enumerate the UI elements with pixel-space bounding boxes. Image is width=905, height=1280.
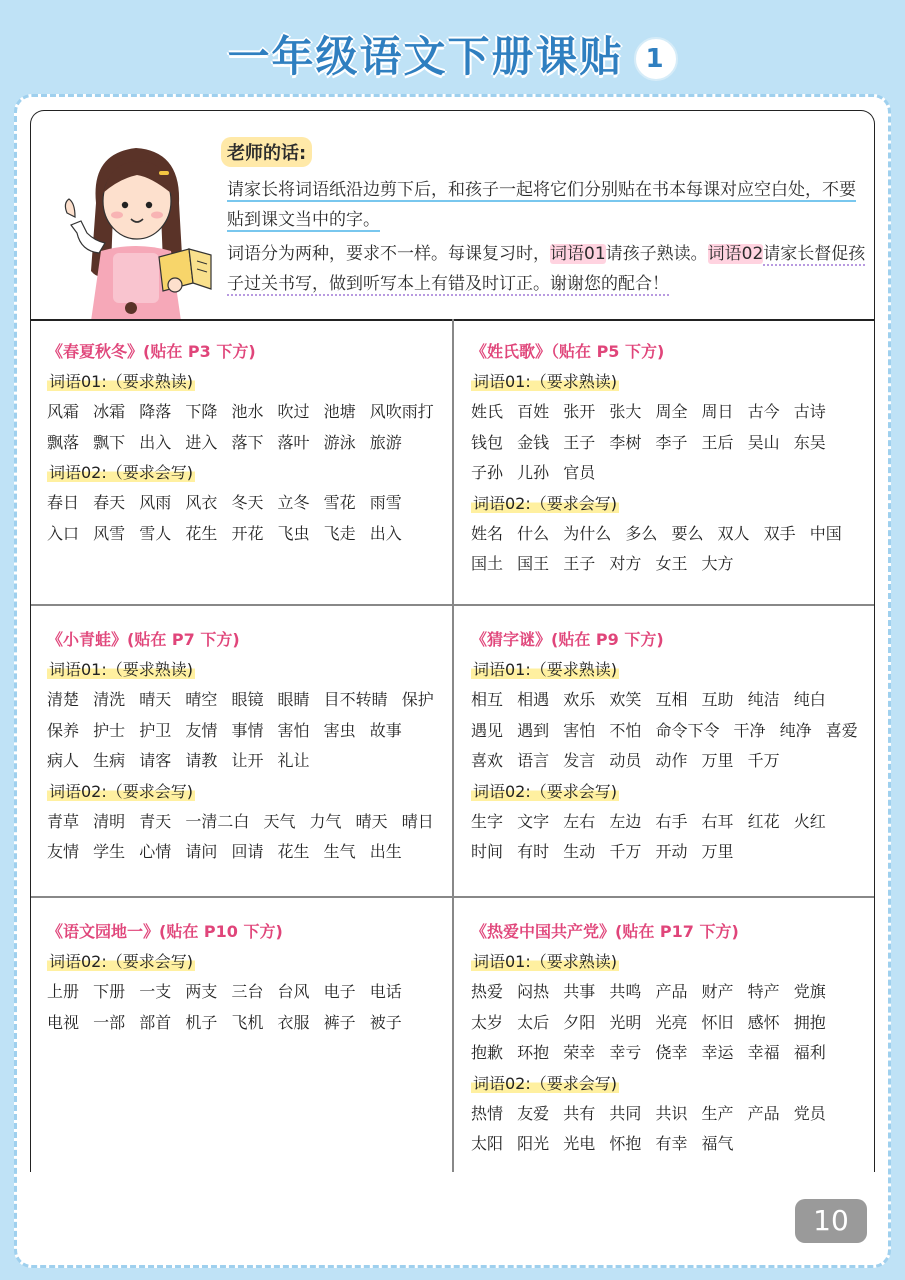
word-item: 时间 (471, 842, 504, 861)
group-label-text: 词语01:（要求熟读) (473, 952, 617, 971)
teacher-note-text-2a: 词语分为两种，要求不一样。每课复习时， (227, 244, 550, 264)
word-item: 飘下 (93, 432, 126, 452)
word-item: 左右 (563, 811, 596, 831)
word-item: 姓氏 (471, 402, 504, 421)
word-item: 千万 (747, 751, 780, 770)
word-item: 遇见 (471, 720, 504, 740)
word-item: 青天 (139, 811, 172, 831)
word-item: 礼让 (277, 751, 310, 770)
word-item: 出生 (369, 842, 402, 861)
word-item: 裤子 (323, 1012, 356, 1032)
word-item: 百姓 (517, 402, 550, 421)
words-02-list (471, 1099, 866, 1160)
word-item: 干净 (733, 720, 766, 740)
lesson-title: 《语文园地一》(贴在 P10 下方) (47, 922, 283, 941)
words-02-label (47, 777, 442, 807)
word-item: 王子 (563, 554, 596, 573)
word-item: 保养 (47, 720, 80, 740)
word-item: 电视 (47, 1012, 80, 1032)
word-item: 清明 (93, 811, 126, 831)
word-item: 不怕 (609, 720, 642, 740)
word-item: 怀旧 (701, 1012, 734, 1032)
word-item: 飞机 (231, 1012, 264, 1032)
lesson-title: 《小青蛙》(贴在 P7 下方) (47, 630, 240, 649)
word-item: 池水 (231, 402, 264, 421)
group-label-text: 词语02:（要求会写) (49, 952, 193, 971)
word-item: 李子 (655, 432, 688, 452)
word-item: 故事 (369, 720, 402, 740)
teacher-note-label: 老师的话: (221, 137, 312, 167)
word-item: 保护 (401, 690, 434, 709)
word-item: 金钱 (517, 432, 550, 452)
word-item: 欢笑 (609, 690, 642, 709)
word-item: 夕阳 (563, 1012, 596, 1032)
word-item: 眼镜 (231, 690, 264, 709)
word-item: 生病 (93, 751, 126, 770)
word-item: 互助 (701, 690, 734, 709)
word-item: 吹过 (277, 402, 310, 421)
word-item: 部首 (139, 1012, 172, 1032)
words-02-label (471, 777, 866, 807)
word-item: 光亮 (655, 1012, 688, 1032)
word-item: 开花 (231, 523, 264, 543)
word-item: 春天 (93, 493, 126, 512)
word-item: 下册 (93, 982, 126, 1001)
word-item: 让开 (231, 751, 264, 770)
word-item: 回请 (231, 842, 264, 861)
word-item: 欢乐 (563, 690, 596, 709)
word-item: 友情 (185, 720, 218, 740)
word-item: 发言 (563, 751, 596, 770)
word-item: 生动 (563, 842, 596, 861)
highlight-words-02: 词语02 (707, 244, 764, 264)
worksheet-card (30, 110, 875, 1172)
word-item: 古诗 (793, 402, 826, 421)
word-item: 雪花 (323, 493, 356, 512)
word-item: 红花 (747, 811, 780, 831)
page-title (0, 24, 905, 84)
word-item: 一清二白 (185, 811, 250, 831)
word-item: 飞走 (323, 523, 356, 543)
words-02-list (47, 977, 442, 1038)
word-item: 钱包 (471, 432, 504, 452)
teacher-note-paragraph-2 (227, 239, 867, 299)
word-item: 心情 (139, 842, 172, 861)
word-item: 国土 (471, 554, 504, 573)
word-item: 感怀 (747, 1012, 780, 1032)
page-number: 10 (795, 1199, 867, 1243)
words-01-list (471, 685, 866, 777)
group-label-text: 词语02:（要求会写) (49, 463, 193, 482)
word-item: 游泳 (323, 432, 356, 452)
words-01-label (47, 655, 442, 685)
word-item: 多么 (625, 523, 658, 543)
words-02-label (471, 489, 866, 519)
word-item: 国王 (517, 554, 550, 573)
word-item: 火红 (793, 811, 826, 831)
word-item: 生字 (471, 811, 504, 831)
lesson-cell (471, 625, 866, 868)
word-item: 冰霜 (93, 402, 126, 421)
word-item: 晴天 (139, 690, 172, 709)
words-02-label (47, 947, 442, 977)
word-item: 被子 (369, 1012, 402, 1032)
word-item: 进入 (185, 432, 218, 452)
words-01-label (471, 367, 866, 397)
word-item: 古今 (747, 402, 780, 421)
word-item: 清洗 (93, 690, 126, 709)
word-item: 风衣 (185, 493, 218, 512)
word-item: 太后 (517, 1012, 550, 1032)
words-02-list (47, 488, 442, 549)
words-01-label (471, 947, 866, 977)
word-item: 风雪 (93, 523, 126, 543)
word-item: 风霜 (47, 402, 80, 421)
word-item: 产品 (655, 982, 688, 1001)
word-item: 清楚 (47, 690, 80, 709)
word-item: 共鸣 (609, 982, 642, 1001)
word-item: 荣幸 (563, 1043, 596, 1062)
grid-vertical-line (452, 319, 454, 1172)
word-item: 开动 (655, 842, 688, 861)
word-item: 东吴 (793, 432, 826, 452)
word-item: 喜欢 (471, 751, 504, 770)
word-item: 生气 (323, 842, 356, 861)
word-item: 产品 (747, 1103, 780, 1123)
word-item: 事情 (231, 720, 264, 740)
words-01-label (47, 367, 442, 397)
words-01-list (47, 397, 442, 458)
word-item: 一支 (139, 982, 172, 1001)
word-item: 女王 (655, 554, 688, 573)
girl-with-book-illustration (51, 133, 221, 321)
word-item: 要么 (671, 523, 704, 543)
word-item: 光电 (563, 1134, 596, 1153)
word-item: 池塘 (323, 402, 356, 421)
word-item: 请客 (139, 751, 172, 770)
word-item: 入口 (47, 523, 80, 543)
word-item: 雪人 (139, 523, 172, 543)
group-label-text: 词语02:（要求会写) (473, 493, 617, 513)
lesson-title: 《春夏秋冬》(贴在 P3 下方) (47, 342, 256, 361)
word-item: 有时 (517, 842, 550, 861)
word-item: 电子 (323, 982, 356, 1001)
word-item: 党员 (793, 1103, 826, 1123)
page-title-text: 一年级语文下册课贴 (227, 32, 624, 81)
word-item: 害虫 (323, 720, 356, 740)
word-item: 立冬 (277, 493, 310, 512)
word-item: 张开 (563, 402, 596, 421)
word-item: 互相 (655, 690, 688, 709)
word-item: 春日 (47, 493, 80, 512)
word-item: 降落 (139, 402, 172, 421)
word-item: 吴山 (747, 432, 780, 452)
word-item: 拥抱 (793, 1012, 826, 1032)
word-item: 目不转睛 (323, 690, 388, 709)
words-01-list (471, 977, 866, 1069)
word-item: 生产 (701, 1103, 734, 1123)
word-item: 文字 (517, 811, 550, 831)
word-item: 友情 (47, 842, 80, 861)
word-item: 儿孙 (517, 463, 550, 482)
word-item: 出入 (369, 523, 402, 543)
word-item: 相遇 (517, 690, 550, 709)
words-02-label (47, 458, 442, 488)
word-item: 请教 (185, 751, 218, 770)
group-label-text: 词语01:（要求熟读) (473, 660, 617, 679)
word-item: 周日 (701, 402, 734, 421)
lesson-cell (47, 625, 442, 868)
teacher-note-text-2b: 请孩子熟读。 (605, 244, 708, 264)
word-item: 两支 (185, 982, 218, 1001)
word-item: 阳光 (517, 1134, 550, 1153)
word-item: 侥幸 (655, 1043, 688, 1062)
words-01-label (471, 655, 866, 685)
word-item: 党旗 (793, 982, 826, 1001)
word-item: 花生 (185, 523, 218, 543)
word-item: 幸亏 (609, 1043, 642, 1062)
word-item: 雨雪 (369, 493, 402, 512)
word-item: 风雨 (139, 493, 172, 512)
word-item: 张大 (609, 402, 642, 421)
word-item: 机子 (185, 1012, 218, 1032)
word-item: 请问 (185, 842, 218, 861)
word-item: 抱歉 (471, 1043, 504, 1062)
grid-horizontal-line (31, 604, 875, 606)
word-item: 纯白 (793, 690, 826, 709)
word-item: 子孙 (471, 463, 504, 482)
word-item: 护士 (93, 720, 126, 740)
word-item: 特产 (747, 982, 780, 1001)
word-item: 台风 (277, 982, 310, 1001)
word-item: 命令下令 (655, 720, 720, 740)
group-label-text: 词语02:（要求会写) (49, 781, 193, 801)
word-item: 落下 (231, 432, 264, 452)
teacher-note-text-2c: 请家长督促孩子过关书写，做到听写本上有错及时订正。谢谢您的配合！ (227, 244, 866, 294)
word-item: 太岁 (471, 1012, 504, 1032)
word-item: 共同 (609, 1103, 642, 1123)
word-item: 晴日 (401, 811, 434, 831)
word-item: 财产 (701, 982, 734, 1001)
word-item: 友爱 (517, 1103, 550, 1123)
word-item: 右手 (655, 811, 688, 831)
lesson-cell (471, 337, 866, 580)
word-item: 热情 (471, 1103, 504, 1123)
word-item: 李树 (609, 432, 642, 452)
words-02-list (471, 519, 866, 580)
word-item: 喜爱 (825, 720, 858, 740)
word-item: 晴天 (355, 811, 388, 831)
word-item: 福利 (793, 1043, 826, 1062)
word-item: 中国 (809, 523, 842, 543)
word-item: 飘落 (47, 432, 80, 452)
word-item: 晴空 (185, 690, 218, 709)
word-item: 对方 (609, 554, 642, 573)
word-item: 王子 (563, 432, 596, 452)
word-item: 共事 (563, 982, 596, 1001)
word-item: 害怕 (277, 720, 310, 740)
title-number-badge: 1 (634, 37, 678, 81)
highlight-words-01: 词语01 (550, 244, 606, 264)
word-item: 上册 (47, 982, 80, 1001)
word-item: 右耳 (701, 811, 734, 831)
word-item: 万里 (701, 751, 734, 770)
teacher-note-section (31, 111, 875, 319)
lesson-title: 《姓氏歌》（贴在 P5 下方) (471, 342, 665, 361)
word-item: 衣服 (277, 1012, 310, 1032)
word-item: 怀抱 (609, 1134, 642, 1153)
word-item: 为什么 (563, 523, 612, 543)
lesson-title: 《猜字谜》(贴在 P9 下方) (471, 630, 664, 649)
word-item: 大方 (701, 554, 734, 573)
word-item: 花生 (277, 842, 310, 861)
word-item: 青草 (47, 811, 80, 831)
word-item: 双人 (717, 523, 750, 543)
word-item: 旅游 (369, 432, 402, 452)
words-01-list (471, 397, 866, 489)
word-item: 落叶 (277, 432, 310, 452)
word-item: 福气 (701, 1134, 734, 1153)
word-item: 三台 (231, 982, 264, 1001)
word-item: 共有 (563, 1103, 596, 1123)
word-item: 光明 (609, 1012, 642, 1032)
word-item: 相互 (471, 690, 504, 709)
group-label-text: 词语01:（要求熟读) (49, 372, 193, 391)
word-item: 有幸 (655, 1134, 688, 1153)
word-item: 害怕 (563, 720, 596, 740)
word-item: 什么 (517, 523, 550, 543)
word-item: 环抱 (517, 1043, 550, 1062)
word-item: 下降 (185, 402, 218, 421)
word-item: 左边 (609, 811, 642, 831)
word-item: 万里 (701, 842, 734, 861)
word-item: 力气 (309, 811, 342, 831)
words-02-list (47, 807, 442, 868)
word-item: 千万 (609, 842, 642, 861)
words-01-list (47, 685, 442, 777)
word-item: 官员 (563, 463, 596, 482)
word-item: 遇到 (517, 720, 550, 740)
word-item: 眼睛 (277, 690, 310, 709)
teacher-note-text-1: 请家长将词语纸沿边剪下后，和孩子一起将它们分别贴在书本每课对应空白处，不要贴到课文当中的字。 (227, 180, 856, 230)
word-item: 闷热 (517, 982, 550, 1001)
words-02-label (471, 1069, 866, 1099)
word-item: 太阳 (471, 1134, 504, 1153)
lesson-cell (47, 917, 442, 1038)
words-02-list (471, 807, 866, 868)
teacher-note-paragraph-1 (227, 175, 867, 235)
word-item: 双手 (763, 523, 796, 543)
lesson-title: 《热爱中国共产党》(贴在 P17 下方) (471, 922, 739, 941)
word-item: 王后 (701, 432, 734, 452)
word-item: 病人 (47, 751, 80, 770)
word-item: 热爱 (471, 982, 504, 1001)
word-item: 幸运 (701, 1043, 734, 1062)
word-item: 纯洁 (747, 690, 780, 709)
word-item: 冬天 (231, 493, 264, 512)
word-item: 出入 (139, 432, 172, 452)
word-item: 幸福 (747, 1043, 780, 1062)
word-item: 学生 (93, 842, 126, 861)
word-item: 护卫 (139, 720, 172, 740)
group-label-text: 词语01:（要求熟读) (49, 660, 193, 679)
word-item: 电话 (369, 982, 402, 1001)
word-item: 风吹雨打 (369, 402, 434, 421)
word-item: 周全 (655, 402, 688, 421)
grid-horizontal-line (31, 896, 875, 898)
word-item: 纯净 (779, 720, 812, 740)
word-item: 一部 (93, 1012, 126, 1032)
word-item: 共识 (655, 1103, 688, 1123)
group-label-text: 词语02:（要求会写) (473, 781, 617, 801)
word-item: 天气 (263, 811, 296, 831)
word-item: 姓名 (471, 523, 504, 543)
lesson-cell (471, 917, 866, 1160)
word-item: 飞虫 (277, 523, 310, 543)
group-label-text: 词语01:（要求熟读) (473, 372, 617, 391)
word-item: 语言 (517, 751, 550, 770)
lesson-cell (47, 337, 442, 549)
word-item: 动员 (609, 751, 642, 770)
word-item: 动作 (655, 751, 688, 770)
group-label-text: 词语02:（要求会写) (473, 1073, 617, 1093)
